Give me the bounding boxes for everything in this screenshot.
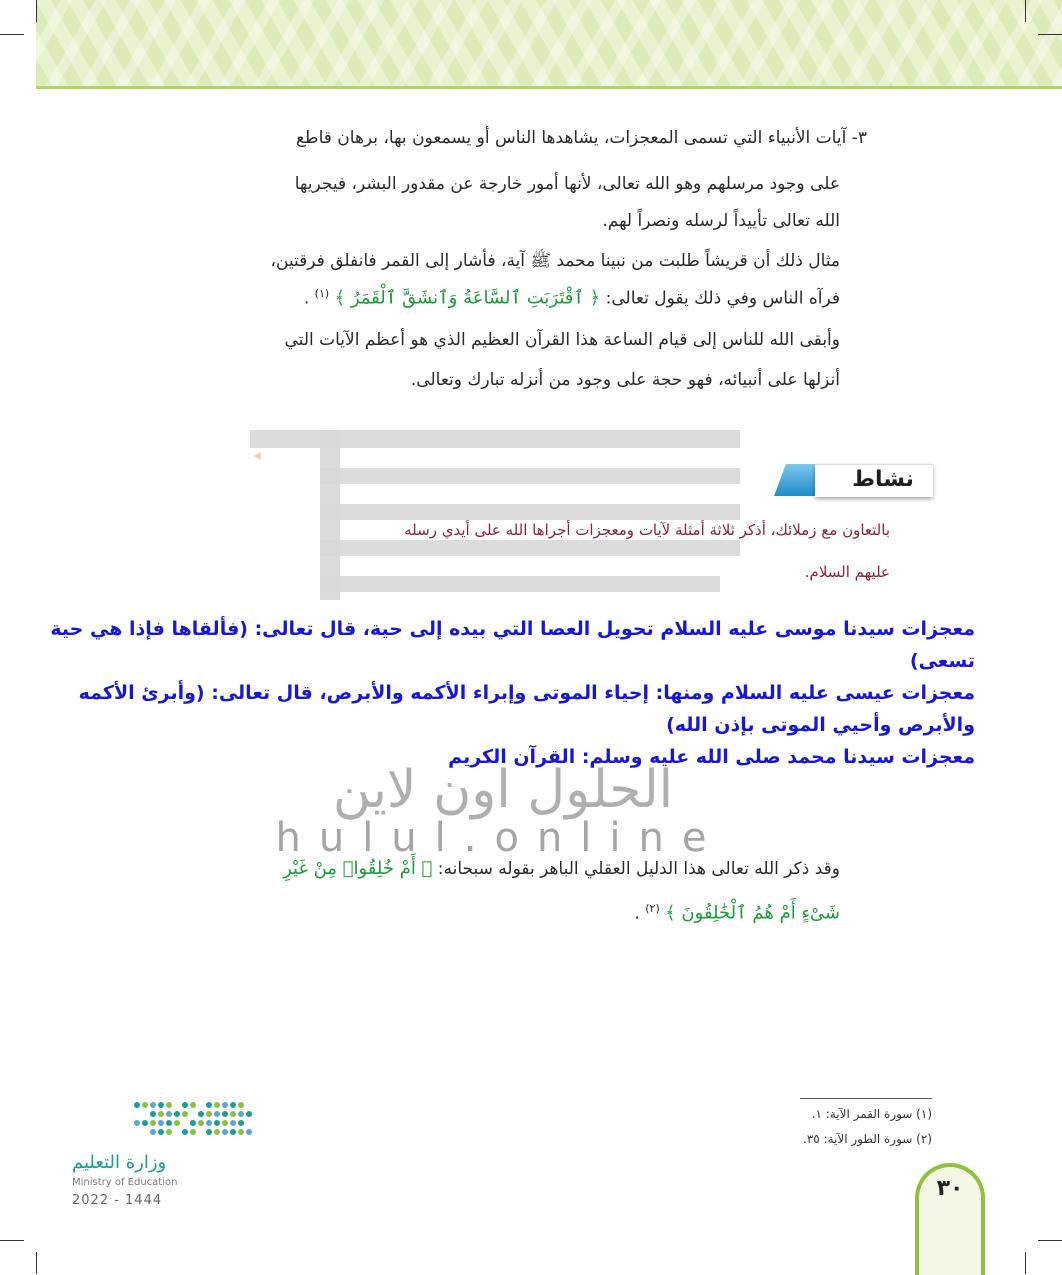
- logo-dot: [166, 1129, 172, 1135]
- logo-dot: [206, 1129, 212, 1135]
- logo-dot: [238, 1111, 244, 1117]
- verse-2-part-1: ﴿ أَمْ خُلِقُوا۟ مِنْ غَيْرِ: [283, 858, 433, 879]
- watermark-latin: hulul.online: [275, 815, 725, 861]
- logo-dot: [134, 1102, 140, 1108]
- logo-dot: [222, 1129, 228, 1135]
- closing-prefix: وقد ذكر الله تعالى هذا الدليل العقلي الباهر بقوله سبحانه:: [437, 859, 840, 879]
- logo-dot: [238, 1102, 244, 1108]
- logo-dot: [166, 1111, 172, 1117]
- logo-dot: [166, 1120, 172, 1126]
- activity-line-2: عليهم السلام.: [804, 563, 890, 581]
- logo-dot: [174, 1120, 180, 1126]
- logo-dot: [166, 1102, 172, 1108]
- ministry-year: 2022 - 1444: [72, 1193, 163, 1208]
- crop-mark: [0, 34, 24, 35]
- crop-mark: [36, 1252, 37, 1274]
- logo-dot: [214, 1102, 220, 1108]
- verse-1: ﴿ ٱقْتَرَبَتِ ٱلسَّاعَةُ وَٱنشَقَّ ٱلْقَمَرُ ﴾: [334, 287, 601, 309]
- section-3-line-1: ٣- آيات الأنبياء التي تسمى المعجزات، يشاهدها الناس أو يسمعون بها، برهان قاطع: [296, 128, 867, 148]
- logo-dot: [174, 1111, 180, 1117]
- logo-dot: [214, 1120, 220, 1126]
- activity-line-1: بالتعاون مع زملائك، أذكر ثلاثة أمثلة لآيات ومعجزات أجراها الله على أيدي رسله: [404, 521, 890, 539]
- verse-1-end: .: [303, 288, 310, 309]
- logo-dot: [150, 1111, 156, 1117]
- logo-dot: [238, 1120, 244, 1126]
- logo-dot: [142, 1120, 148, 1126]
- activity-pointer: [253, 452, 261, 460]
- logo-dot: [158, 1111, 164, 1117]
- logo-dot: [198, 1111, 204, 1117]
- logo-dot: [222, 1111, 228, 1117]
- logo-dot: [206, 1111, 212, 1117]
- crop-mark: [1025, 0, 1026, 22]
- activity-title: نشاط: [852, 467, 914, 492]
- logo-dot: [190, 1102, 196, 1108]
- answer-line-3: معجزات عيسى عليه السلام ومنها: إحياء الموتى وإبراء الأكمه والأبرص، قال تعالى: (وأبرئ الأكمه: [78, 682, 975, 704]
- crop-mark: [1038, 34, 1062, 35]
- section-3-line-3: الله تعالى تأييداً لرسله ونصراً لهم.: [602, 211, 840, 231]
- logo-dot: [198, 1120, 204, 1126]
- logo-dot: [230, 1111, 236, 1117]
- logo-dot: [190, 1129, 196, 1135]
- answer-line-1: معجزات سيدنا موسى عليه السلام تحويل العصا التي بيده إلى حية، قال تعالى: (فألقاها فإذا هي حية: [50, 618, 975, 640]
- verse-2-part-2: شَىْءٍ أَمْ هُمُ ٱلْخَٰلِقُونَ ﴾: [665, 902, 840, 924]
- answer-line-2: تسعى): [909, 650, 975, 672]
- closing-line-1: [220, 858, 840, 879]
- watermark-arabic: الحلول اون لاين: [332, 760, 674, 820]
- verse-1-line: [220, 287, 840, 309]
- logo-dot: [134, 1120, 140, 1126]
- logo-dot: [230, 1129, 236, 1135]
- crop-mark: [1038, 1240, 1062, 1241]
- logo-dot: [246, 1129, 252, 1135]
- footnote-rule: [800, 1098, 932, 1099]
- verse-2-ref: (٢): [645, 902, 660, 915]
- ministry-name-english: Ministry of Education: [72, 1177, 178, 1188]
- verse-1-prefix: فرآه الناس وفي ذلك يقول تعالى:: [605, 288, 840, 309]
- section-3-line-2: على وجود مرسلهم وهو الله تعالى، لأنها أمور خارجة عن مقدور البشر، فيجريها: [294, 174, 840, 194]
- section-3-line-4: مثال ذلك أن قريشاً طلبت من نبينا محمد ﷺ آية، فأشار إلى القمر فانفلق فرقتين،: [270, 251, 840, 271]
- logo-dot: [222, 1102, 228, 1108]
- answer-line-5: معجزات سيدنا محمد صلى الله عليه وسلم: القرآن الكريم: [448, 746, 975, 768]
- footnote-1: (١) سورة القمر الآية: ١.: [811, 1107, 932, 1121]
- logo-dot: [150, 1129, 156, 1135]
- logo-dot: [182, 1111, 188, 1117]
- crop-mark: [1025, 1252, 1026, 1274]
- logo-dot: [158, 1120, 164, 1126]
- logo-dot: [214, 1111, 220, 1117]
- header-pattern-band: [36, 0, 1062, 86]
- logo-dot: [150, 1120, 156, 1126]
- logo-dot: [182, 1129, 188, 1135]
- logo-dot: [182, 1102, 188, 1108]
- logo-dot: [238, 1129, 244, 1135]
- section-3-line-7: أنزلها على أنبيائه، فهو حجة على وجود من أنزله تبارك وتعالى.: [410, 370, 840, 390]
- crop-mark: [0, 1240, 24, 1241]
- closing-line-2: [220, 902, 840, 924]
- logo-dot: [214, 1129, 220, 1135]
- watermark-bar: [320, 540, 740, 556]
- logo-dot: [190, 1120, 196, 1126]
- section-3-line-6: وأبقى الله للناس إلى قيام الساعة هذا القرآن العظيم الذي هو أعظم الآيات التي: [284, 330, 840, 350]
- logo-dot: [158, 1102, 164, 1108]
- logo-dot: [142, 1102, 148, 1108]
- watermark-bar: [320, 504, 740, 520]
- logo-dot: [206, 1120, 212, 1126]
- logo-dot: [246, 1111, 252, 1117]
- answer-line-4: والأبرص وأحيي الموتى بإذن الله): [666, 714, 975, 736]
- page-number: ٣٠: [936, 1176, 964, 1201]
- verse-2-end: .: [634, 903, 640, 924]
- ministry-name-arabic: وزارة التعليم: [72, 1152, 167, 1173]
- footnote-2: (٢) سورة الطور الآية: ٣٥.: [803, 1132, 932, 1146]
- ministry-logo-icon: [134, 1102, 254, 1142]
- logo-dot: [222, 1120, 228, 1126]
- logo-dot: [158, 1129, 164, 1135]
- logo-dot: [230, 1120, 236, 1126]
- logo-dot: [230, 1102, 236, 1108]
- logo-dot: [206, 1102, 212, 1108]
- header-rule: [36, 86, 1062, 89]
- crop-mark: [36, 0, 37, 22]
- verse-1-ref: (١): [314, 287, 330, 300]
- logo-dot: [150, 1102, 156, 1108]
- watermark-bar: [320, 468, 740, 484]
